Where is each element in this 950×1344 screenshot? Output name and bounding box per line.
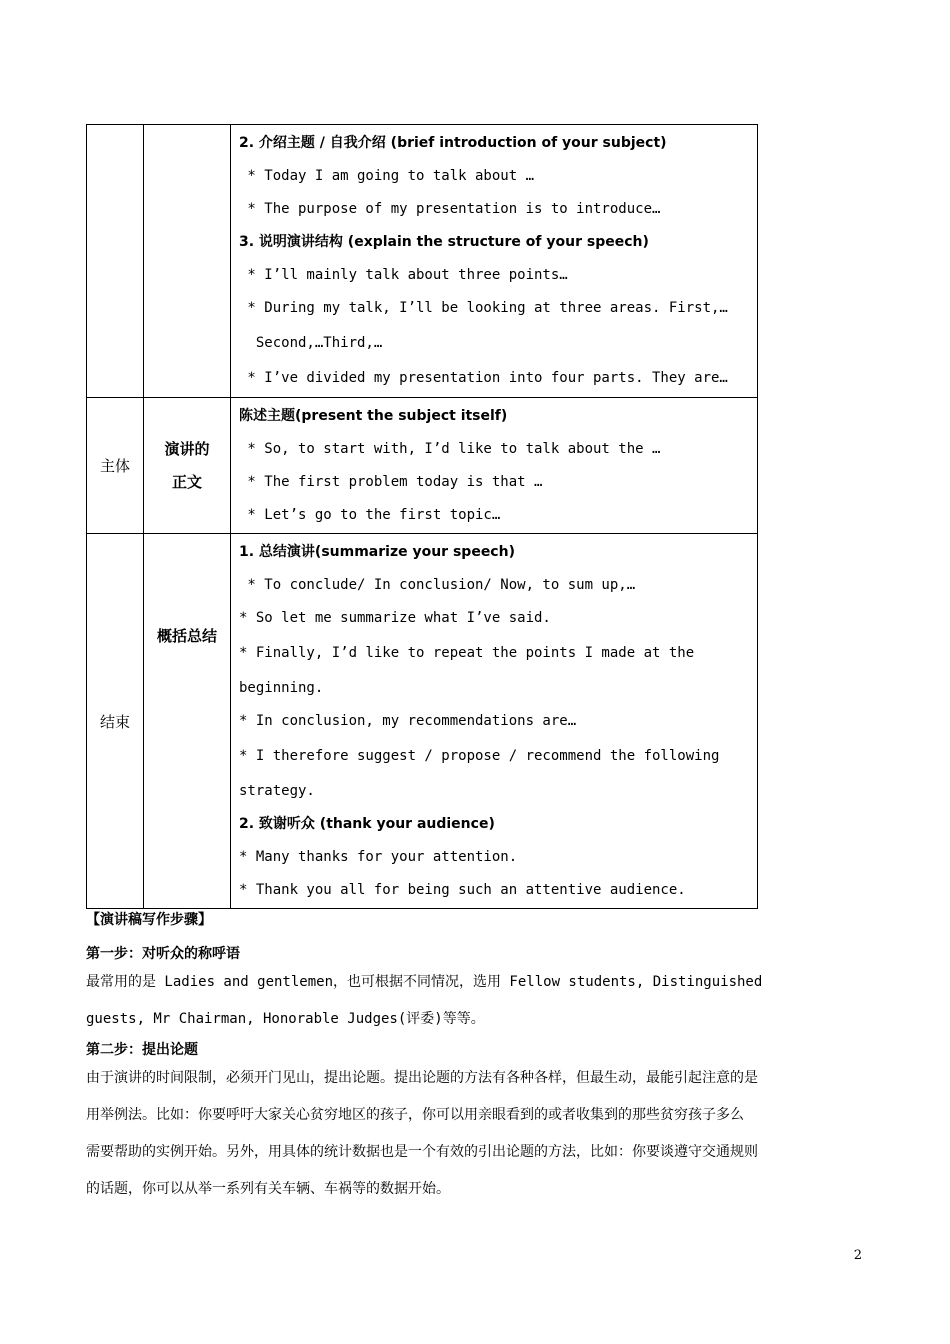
point-heading: 2. 致谢听众 (thank your audience) bbox=[239, 815, 495, 832]
example-line: * Finally, I’d like to repeat the points I made at the bbox=[239, 644, 695, 661]
example-line: * Thank you all for being such an attentive audience. bbox=[239, 881, 686, 898]
example-line: strategy. bbox=[239, 782, 315, 799]
table-row bbox=[87, 398, 758, 534]
subsection-cell bbox=[144, 125, 231, 398]
page-number: 2 bbox=[853, 1248, 862, 1263]
paragraph-line: 的话题，你可以从举一系列有关车辆、车祸等的数据开始。 bbox=[86, 1181, 450, 1197]
example-line: * To conclude/ In conclusion/ Now, to sum up,… bbox=[239, 576, 636, 593]
subsection-cell bbox=[144, 398, 231, 534]
example-line: * In conclusion, my recommendations are… bbox=[239, 712, 577, 729]
point-heading: 2. 介绍主题 / 自我介绍 (brief introduction of your subject) bbox=[239, 135, 667, 151]
point-heading: 3. 说明演讲结构 (explain the structure of your speech) bbox=[239, 234, 649, 250]
subsection-label: 正文 bbox=[171, 472, 202, 491]
content-cell bbox=[231, 125, 758, 398]
speech-structure-table bbox=[86, 124, 758, 909]
paragraph-line: 需要帮助的实例开始。另外，用具体的统计数据也是一个有效的引出论题的方法，比如：你要谈遵守交通规则 bbox=[86, 1144, 758, 1160]
example-line: * The first problem today is that … bbox=[239, 473, 543, 490]
paragraph-line: 最常用的是 Ladies and gentlemen，也可根据不同情况，选用 Fellow students, Distinguished bbox=[86, 974, 763, 990]
example-line: * Let’s go to the first topic… bbox=[239, 506, 501, 523]
table-row bbox=[87, 534, 758, 909]
writing-steps-section bbox=[86, 910, 866, 1208]
section-cell: 主体 bbox=[87, 398, 144, 534]
subsection-label: 演讲的 bbox=[164, 439, 210, 458]
content-cell bbox=[231, 398, 758, 534]
section-cell bbox=[87, 125, 144, 398]
point-heading: 1. 总结演讲(summarize your speech) bbox=[239, 543, 515, 560]
example-line: Second,…Third,… bbox=[239, 335, 383, 351]
example-line: * Many thanks for your attention. bbox=[239, 848, 518, 865]
step-title: 第一步：对听众的称呼语 bbox=[86, 946, 240, 962]
section-cell: 结束 bbox=[87, 534, 144, 909]
example-line: * Today I am going to talk about … bbox=[239, 168, 535, 184]
example-line: * The purpose of my presentation is to introduce… bbox=[239, 201, 661, 217]
example-line: * So let me summarize what I’ve said. bbox=[239, 609, 551, 626]
section-heading: 【演讲稿写作步骤】 bbox=[86, 912, 212, 928]
example-line: * I’ve divided my presentation into four parts. They are… bbox=[239, 370, 728, 386]
paragraph-line: 由于演讲的时间限制，必须开门见山，提出论题。提出论题的方法有各种各样，但最生动，最能引起注意的是 bbox=[86, 1070, 758, 1086]
example-line: beginning. bbox=[239, 679, 324, 696]
example-line: * I’ll mainly talk about three points… bbox=[239, 267, 568, 283]
subsection-cell: 概括总结 bbox=[144, 534, 231, 909]
paragraph-line: 用举例法。比如：你要呼吁大家关心贫穷地区的孩子，你可以用亲眼看到的或者收集到的那些贫穷孩子多么 bbox=[86, 1107, 744, 1123]
example-line: * I therefore suggest / propose / recommend the following bbox=[239, 747, 720, 764]
table-row bbox=[87, 125, 758, 398]
example-line: * During my talk, I’ll be looking at three areas. First,… bbox=[239, 300, 728, 316]
point-heading: 陈述主题(present the subject itself) bbox=[239, 407, 508, 424]
paragraph-line: guests, Mr Chairman, Honorable Judges(评委)等等。 bbox=[86, 1011, 485, 1027]
content-cell bbox=[231, 534, 758, 909]
example-line: * So, to start with, I’d like to talk about the … bbox=[239, 440, 661, 457]
step-title: 第二步：提出论题 bbox=[86, 1042, 198, 1058]
